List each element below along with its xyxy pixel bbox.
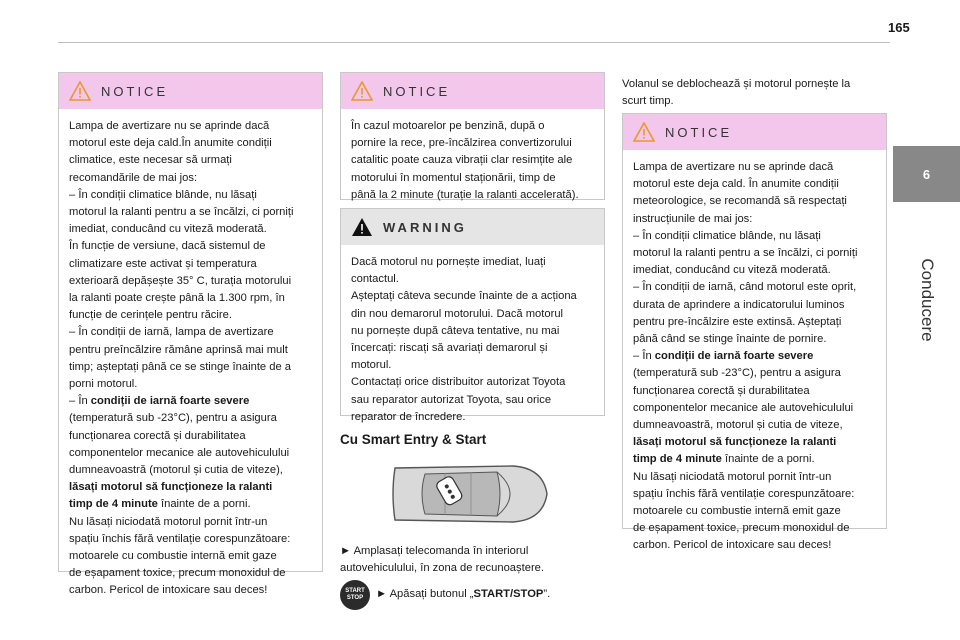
text-line: meteorologice, se recomandă să respectați — [633, 195, 847, 208]
notice-header — [59, 73, 322, 109]
warning-title: WARNING — [383, 219, 467, 235]
notice-title: NOTICE — [665, 124, 733, 140]
text-fragment: ”. — [543, 588, 551, 601]
text-line: Nu lăsați niciodată motorul pornit într-un — [69, 515, 268, 528]
text-line: climatice, este necesar să urmați — [69, 154, 232, 167]
text-line: În cazul motoarelor pe benzină, după o — [351, 120, 545, 132]
bold-text: condiții de iarnă foarte severe — [654, 350, 814, 363]
stop-label: STOP — [346, 595, 364, 601]
text-line: reparator de încredere. — [351, 410, 466, 423]
warning-triangle-icon — [633, 122, 655, 142]
text-line: În funcție de versiune, dacă sistemul de — [69, 240, 266, 253]
header-rule — [58, 42, 890, 43]
chapter-tab[interactable] — [893, 146, 960, 202]
page-number: 165 — [888, 20, 910, 35]
intro-text — [622, 76, 885, 110]
notice-box-winter — [622, 113, 887, 552]
text-line: motoarele cu combustie internă emit gaze — [633, 505, 841, 518]
text-line: contactul. — [351, 273, 399, 286]
text-line: autovehiculului, în zona de recunoaștere. — [340, 562, 544, 575]
text-line: dumneavoastră, motorul și cutia de viteze, — [633, 419, 843, 432]
notice-title: NOTICE — [101, 83, 169, 99]
car-top-view-illustration — [385, 460, 551, 528]
chapter-number: 6 — [922, 166, 931, 182]
notice-body — [623, 150, 886, 555]
warning-triangle-icon — [351, 81, 373, 101]
text-line: Dacă motorul nu pornește imediat, luați — [351, 256, 546, 268]
notice-body — [59, 109, 322, 600]
text-line: timp; așteptați până ce se stinge înainte de a — [69, 360, 292, 373]
step-press-start — [340, 580, 603, 610]
text-line: nu pornește după câteva tentative, nu mai — [351, 324, 560, 337]
text-line: motorul este deja cald.În anumite condiții — [69, 137, 272, 150]
text-line: exterioară depășește 35° C, turația motorului — [69, 274, 292, 287]
text-line: carbon. Pericol de intoxicare sau deces! — [633, 539, 832, 552]
text-line: imediat, conducând cu viteză moderată. — [69, 223, 267, 236]
text-line: – În condiții de iarnă, când motorul este oprit, — [633, 281, 857, 294]
text-line: până la 2 minute (turație la ralanti accelerată). — [351, 188, 579, 201]
text-line: imediat, conducând cu viteză moderată. — [633, 264, 831, 277]
start-stop-button-icon — [340, 580, 370, 610]
chapter-title: Conducere — [918, 258, 937, 342]
text-line: – În condiții climatice blânde, nu lăsați — [69, 188, 257, 201]
text-fragment: înainte de a porni. — [157, 498, 251, 511]
text-line: motorului în momentul staționării, timp de — [351, 171, 556, 184]
text-line: pentru preîncălzire rămâne aprinsă mai mult — [69, 343, 288, 356]
warning-box-starter — [340, 208, 605, 423]
warning-body — [341, 245, 604, 426]
text-fragment: – În — [633, 350, 655, 363]
text-line: motoarele cu combustie internă emit gaze — [69, 550, 277, 563]
text-line: instrucțiunile de mai jos: — [633, 212, 753, 225]
bold-text: lăsați motorul să funcționeze la ralanti — [633, 436, 837, 449]
text-line: durata de aprindere a indicatorului luminos — [633, 298, 845, 311]
text-line: – În condiții climatice blânde, nu lăsați — [633, 229, 821, 242]
text-line: ► Amplasați telecomanda în interiorul — [340, 545, 529, 557]
text-fragment: – În — [69, 395, 91, 408]
text-line — [69, 479, 312, 496]
text-line: Contactați orice distribuitor autorizat Toyota — [351, 376, 566, 389]
warning-header — [341, 209, 604, 245]
text-line: spațiu închis fără ventilație corespunzătoare: — [69, 532, 291, 545]
notice-title: NOTICE — [383, 83, 451, 99]
text-line: sau reparator autorizat Toyota, sau orice — [351, 393, 552, 406]
text-line: (temperatură sub -23°C), pentru a asigura — [633, 367, 841, 380]
text-line — [633, 434, 876, 451]
text-line: componentelor mecanice ale autovehiculului — [633, 401, 854, 414]
bold-text: lăsați motorul să funcționeze la ralanti — [69, 481, 273, 494]
text-line — [69, 393, 312, 410]
text-line: componentelor mecanice ale autovehiculului — [69, 446, 290, 459]
text-line: Lampa de avertizare nu se aprinde dacă — [633, 161, 834, 173]
text-line — [376, 586, 550, 603]
text-line: dumneavoastră (motorul și cutia de viteze), — [69, 464, 283, 477]
text-line: pornire la rece, pre-încălzirea convertizorului — [351, 137, 572, 150]
text-line: motorul. — [351, 359, 392, 372]
text-line: din nou demarorul motorului. Dacă motorul — [351, 307, 564, 320]
text-line: Nu lăsați niciodată motorul pornit într-un — [633, 470, 832, 483]
notice-header — [623, 114, 886, 150]
text-line: funcționarea corectă și durabilitatea — [69, 429, 246, 442]
text-line: până când se stinge înainte de pornire. — [633, 333, 827, 346]
warning-triangle-icon — [351, 217, 373, 237]
text-line: Volanul se deblochează și motorul pornește la — [622, 78, 851, 90]
bold-text: condiții de iarnă foarte severe — [90, 395, 250, 408]
text-line: de eșapament toxice, precum monoxidul de — [69, 567, 286, 580]
text-line: climatizare este activat și temperatura — [69, 257, 257, 270]
text-line: de eșapament toxice, precum monoxidul de — [633, 522, 850, 535]
text-line: (temperatură sub -23°C), pentru a asigura — [69, 412, 277, 425]
text-line: motorul este deja cald. În anumite condiții — [633, 178, 839, 191]
text-line: catalitic poate cauza vibrații clar resimțite ale — [351, 154, 573, 167]
text-fragment: înainte de a porni. — [721, 453, 815, 466]
text-line: motorul la ralanti pentru a se încălzi, ci porniți — [633, 247, 858, 260]
text-line: spațiu închis fără ventilație corespunzătoare: — [633, 487, 855, 500]
text-line: Așteptați câteva secunde înainte de a acționa — [351, 290, 577, 303]
bold-text: START/STOP — [473, 588, 544, 601]
section-heading: Cu Smart Entry & Start — [340, 432, 487, 447]
text-line — [69, 496, 312, 513]
bold-text: timp de 4 minute — [69, 498, 158, 511]
text-fragment: ► Apăsați butonul „ — [376, 588, 474, 601]
text-line: scurt timp. — [622, 95, 674, 108]
notice-box-catalytic — [340, 72, 605, 200]
text-line: – În condiții de iarnă, lampa de avertizare — [69, 326, 274, 339]
text-line — [633, 348, 876, 365]
text-line: funcționarea corectă și durabilitatea — [633, 384, 810, 397]
start-label: START — [345, 588, 365, 594]
text-line: porni motorul. — [69, 378, 138, 391]
text-line: carbon. Pericol de intoxicare sau deces! — [69, 584, 268, 597]
text-line: Lampa de avertizare nu se aprinde dacă — [69, 120, 270, 132]
text-line: funcție de cerințele pentru răcire. — [69, 309, 232, 322]
step-place-remote — [340, 543, 603, 577]
warning-triangle-icon — [69, 81, 91, 101]
bold-text: timp de 4 minute — [633, 453, 722, 466]
notice-box-cold-engine — [58, 72, 323, 597]
text-line: pentru pre-încălzire este extinsă. Așteptați — [633, 315, 842, 328]
text-line: recomandările de mai jos: — [69, 171, 198, 184]
text-line: la ralanti poate crește până la 1.300 rpm, în — [69, 292, 285, 305]
text-line: încercați: riscați să avariați demarorul și — [351, 342, 548, 355]
notice-body — [341, 109, 604, 204]
notice-header — [341, 73, 604, 109]
text-line — [633, 451, 876, 468]
text-line: motorul la ralanti pentru a se încălzi, ci porniți — [69, 206, 294, 219]
